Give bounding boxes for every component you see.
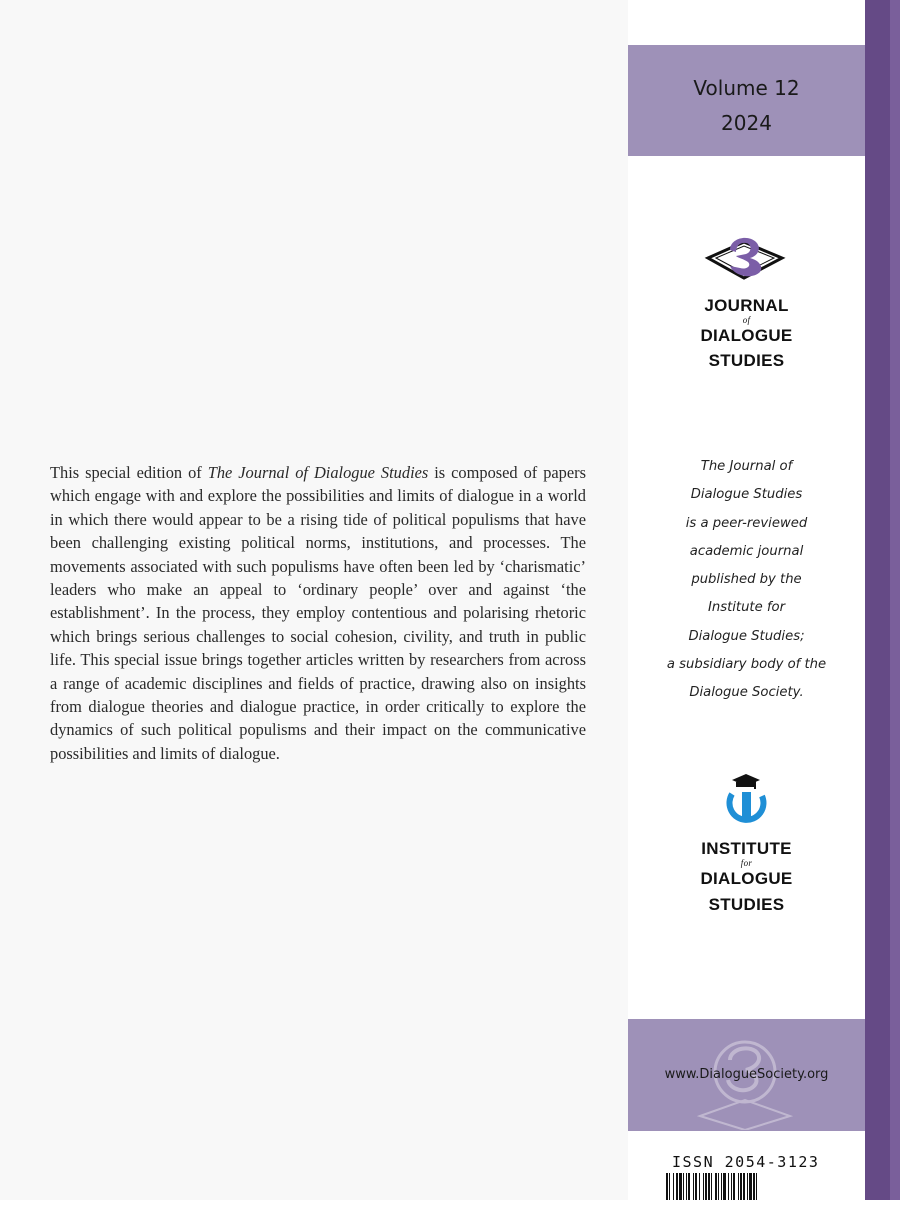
volume-year: 2024 [721, 111, 772, 135]
journal-name-of: of [742, 315, 751, 325]
blurb-intro: This special edition of [50, 463, 208, 482]
barcode-icon [666, 1173, 828, 1205]
journal-name-line1: JOURNAL [704, 296, 789, 315]
about-line: Dialogue Society. [689, 685, 804, 701]
volume-number: Volume 12 [693, 76, 800, 100]
about-line: Dialogue Studies; [688, 628, 805, 644]
cover-blurb [50, 461, 586, 765]
institute-name-for: for [740, 858, 753, 868]
about-line: academic journal [689, 543, 804, 559]
blurb-body: is composed of papers which engage with and explore the possibilities and limits of dialogue in a world in which there would appear to be a rising tide of political populisms that have been challenging existing political norms, institutions, and processes. The movements associated with such populisms have often been led by ‘charismatic’ leaders who make an appeal to ‘ordinary people’ over and against ‘the establishment’. In the process, they employ contentious and polarising rhetoric which brings serious challenges to social cohesion, civility, and truth in public life. This special issue brings together articles written by researchers from across a range of academic disciplines and fields of practice, drawing also on insights from dialogue theories and dialogue practice, in order critically to explore the dynamics of such political populisms and their impact on the communicative possibilities and limits of dialogue. [50, 463, 586, 763]
issn-number: ISSN 2054-3123 [672, 1153, 820, 1171]
institute-i-logo-icon [718, 772, 774, 833]
about-line: is a peer-reviewed [685, 515, 808, 531]
institute-name-line2: DIALOGUE [700, 869, 793, 888]
journal-diamond-logo-icon [700, 232, 790, 293]
watermark-logo-icon [690, 1030, 800, 1135]
journal-name-line3: STUDIES [708, 351, 785, 370]
about-line: published by the [691, 572, 802, 588]
institute-name-line3: STUDIES [708, 895, 785, 914]
institute-name-line1: INSTITUTE [701, 839, 792, 858]
journal-about-text [628, 453, 865, 708]
website-url: www.DialogueSociety.org [664, 1067, 829, 1082]
blurb-journal-title: The Journal of Dialogue Studies [207, 463, 429, 482]
about-line: Dialogue Studies [690, 487, 803, 503]
about-line: Institute for [707, 600, 786, 616]
spine-edge [890, 0, 900, 1200]
about-line: a subsidiary body of the [666, 657, 827, 673]
volume-band [628, 45, 865, 156]
journal-name-line2: DIALOGUE [700, 326, 793, 345]
about-line: The Journal of [700, 459, 793, 474]
